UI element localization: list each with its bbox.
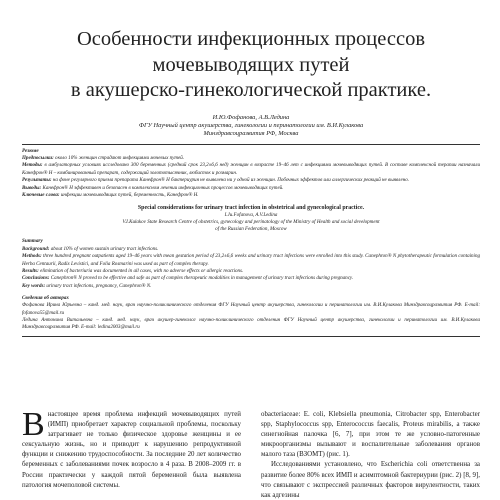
affiliation-line-2: Минздравсоцразвития РФ, Москва — [203, 129, 299, 137]
author-info-line-2: Ледина Антонина Витальевна – канд. мед. наук, врач акушер-гинеколог научно-поликлинического отделения ФГУ Научный центр акушерства, гинекологии и перинатологии им. В.И.Кулакова Минздравсоцразвития РФ. E-mail: ledina2003@mail.ru — [22, 316, 480, 330]
body-column-left — [22, 410, 241, 491]
abstract-ru-conclusions: Выводы: Канефрон® Н эффективен и безопасен в комплексном лечении инфекционных процессов мочевыводящих путей. — [22, 184, 284, 191]
article-page — [22, 0, 480, 500]
title-line-1: Особенности инфекционных процессов — [76, 28, 425, 50]
drop-cap: В — [22, 410, 45, 443]
body-paragraph: Исследованиями установлено, что Escherichia coli ответственна за развитие более 80% всех ИМП и асимптомной бактериурии (рис. 2) [8, 9], что связывают с экспрессией различных факторов вирулентности, таких как адгезины — [261, 461, 480, 499]
english-affiliation-line-1: V.I.Kulakov State Research Centre of obstetrics, gynecology and perinatology of the Ministry of Health and social development — [122, 219, 380, 226]
abstract-ru-rationale: Предпосылки: около 10% женщин страдают инфекциями мочевых путей. — [22, 154, 185, 161]
body-paragraph: Внастоящее время проблема инфекций мочевыводящих путей (ИМП) приобретает характер социальной проблемы, поскольку затрагивает не только физическое здоровье женщины и ее сексуальную жизнь, но и приводит к нарушению репродуктивной функции и снижению трудоспособности. За последние 20 лет количество беременных с заболеваниями почек возросло в 4 раза. В 2008–2009 гг. в России практически у каждой пятой беременной была выявлена патология мочеполовой системы. — [22, 410, 241, 489]
abstract-en-methods: Methods: three hundred pregnant outpatients aged 19–46 years with mean gestation period of 23,2±6,6 weeks and urinary tract infections were enrolled into this study. Canephron® N phytotherapeutic formulation containing Herba Centaurii, Radix Levistici, and Folia Rosmarini was used as part of complex therapy. — [22, 253, 480, 267]
body-paragraph: obacteriaceae: E. coli, Klebsiella pneumonia, Citrobacter spp, Enterobacter spp, Staphylococcus spp, Enterococcus faecalis, Proteus mirabilis, а также синегнойная палочка [6, 7], при этом те же условно-патогенные микроорганизмы вызывают и воспалительные заболевания органов малого таза (ВЗОМТ) (рис. 1). — [261, 411, 480, 459]
authors: И.Ю.Фофанова, А.В.Ледина — [212, 113, 290, 121]
abstract-en — [22, 238, 480, 290]
abstract-ru-keywords: Ключевые слова: инфекции мочевыводящих путей, беременность, Канефрон® Н. — [22, 191, 199, 198]
body-column-right — [261, 410, 480, 500]
abstract-en-keywords: Key words: urinary tract infections, pregnancy, Canephron® N. — [22, 282, 152, 289]
abstract-ru-results: Результаты: на фоне регулярного приема препарата Канефрон® Н бактериурия не выявлена ни у одной из женщин. Побочных эффектов или аллергических реакций не выявлено. — [22, 177, 409, 184]
author-info — [22, 295, 480, 331]
article-title — [22, 27, 480, 104]
abstract-en-heading: Summary — [22, 238, 43, 245]
abstract-ru-heading: Резюме — [22, 147, 39, 154]
body-divider — [22, 336, 480, 337]
affiliation-line-1: ФГУ Научный центр акушерства, гинекологии и перинатологии им. В.И.Кулакова — [138, 121, 364, 129]
body-columns — [22, 410, 480, 500]
top-divider — [22, 144, 480, 145]
title-line-3: в акушерско-гинекологической практике. — [70, 79, 432, 101]
abstract-en-conclusions: Conclusions: Canephron® N proved to be effective and safe as part of complex therapeutic modalities in management of urinary tract infections during pregnancy. — [22, 275, 354, 282]
abstract-ru — [22, 148, 480, 200]
abstract-ru-methods: Методы: в амбулаторных условиях исследовано 300 беременных (средний срок 23,2±6,6 нед) женщин в возрасте 19–46 лет с инфекциями мочевыводящих путей. В составе комплексной терапии назначали Канефрон® Н – комбинированный препарат, содержащий золототысячник, любисток и розмарин. — [22, 162, 480, 176]
english-affiliation-line-2: of the Russian Federation, Moscow — [215, 226, 287, 233]
author-info-line-1: Фофанова Ирина Юрьевна – канд. мед. наук, врач научно-поликлинического отделения ФГУ Научный центр акушерства, гинекологии и перинатологии им. В.И.Кулакова Минздравсоцразвития РФ. E-mail: fofanova55@mail.ru — [22, 302, 480, 316]
abstract-en-background: Background: about 10% of women sustain urinary tract infections. — [22, 245, 159, 252]
english-title: Special considerations for urinary tract infection in obstetrical and gynecological practice. — [137, 205, 365, 212]
english-authors: I.Ju.Fofanova, A.V.Ledina — [224, 212, 278, 219]
author-info-heading: Сведения об авторах — [22, 295, 69, 302]
title-line-2: мочевыводящих путей — [152, 53, 350, 76]
abstract-en-results: Results: elimination of bacteriuria was documented in all cases, with no adverse effects or allergic reactions. — [22, 267, 244, 274]
